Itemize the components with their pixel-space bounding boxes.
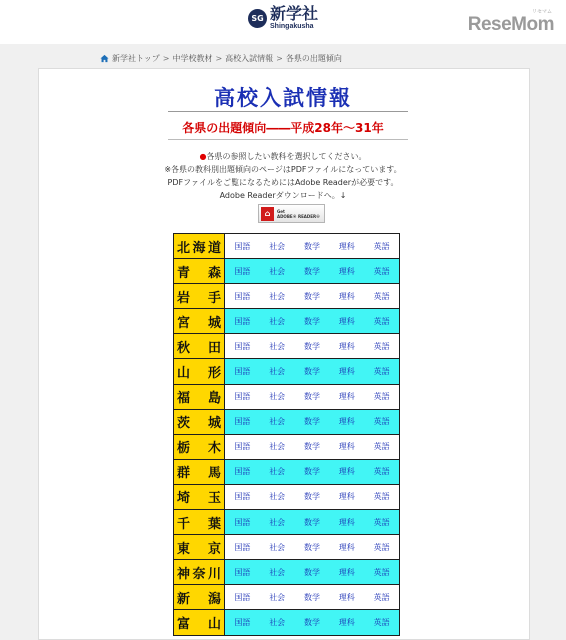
prefecture-name-cell <box>174 309 225 334</box>
prefecture-name-cell <box>174 560 225 585</box>
subject-links-cell <box>225 384 400 409</box>
subject-link[interactable]: 理科 <box>338 291 355 301</box>
subject-links-cell <box>225 610 400 635</box>
subject-link[interactable]: 理科 <box>338 316 355 326</box>
subject-link[interactable]: 国語 <box>234 367 251 377</box>
subject-link[interactable]: 数学 <box>303 517 320 527</box>
subject-link[interactable]: 国語 <box>234 392 251 402</box>
prefecture-name-cell <box>174 284 225 309</box>
subject-link[interactable]: 国語 <box>234 517 251 527</box>
subject-links-cell <box>225 585 400 610</box>
prefecture-row <box>174 359 400 384</box>
subject-link[interactable]: 数学 <box>303 592 320 602</box>
subject-link[interactable]: 英語 <box>373 467 390 477</box>
subject-link[interactable]: 理科 <box>338 567 355 577</box>
subject-link[interactable]: 数学 <box>303 266 320 276</box>
subject-links-cell <box>225 334 400 359</box>
subject-link[interactable]: 社会 <box>269 617 286 627</box>
subtitle-divider <box>168 139 408 140</box>
subject-link[interactable]: 数学 <box>303 442 320 452</box>
subject-link[interactable]: 理科 <box>338 592 355 602</box>
subject-link[interactable]: 国語 <box>234 417 251 427</box>
prefecture-name: 秋田 <box>177 340 221 356</box>
subject-link[interactable]: 理科 <box>338 442 355 452</box>
prefecture-name: 神奈川 <box>177 566 221 582</box>
subject-link[interactable]: 国語 <box>234 492 251 502</box>
subject-link[interactable]: 英語 <box>373 241 390 251</box>
subject-link[interactable]: 英語 <box>373 442 390 452</box>
subject-link[interactable]: 英語 <box>373 517 390 527</box>
subject-link[interactable]: 社会 <box>269 291 286 301</box>
subject-link[interactable]: 理科 <box>338 492 355 502</box>
prefecture-row <box>174 535 400 560</box>
instruction-line-3: PDFファイルをご覧になるためにはAdobe Readerが必要です。 <box>167 178 399 187</box>
prefecture-name-cell <box>174 585 225 610</box>
subject-links-cell <box>225 535 400 560</box>
prefecture-row <box>174 484 400 509</box>
subject-link[interactable]: 数学 <box>303 467 320 477</box>
prefecture-name: 埼玉 <box>177 491 221 507</box>
instruction-line-4: Adobe Readerダウンロードへ。↓ <box>219 191 347 200</box>
breadcrumb <box>100 53 342 64</box>
subject-link[interactable]: 国語 <box>234 266 251 276</box>
subject-link[interactable]: 理科 <box>338 341 355 351</box>
prefecture-name: 福島 <box>177 391 221 407</box>
subject-link[interactable]: 理科 <box>338 467 355 477</box>
prefecture-name: 栃木 <box>177 441 221 457</box>
prefecture-name: 北海道 <box>177 240 221 256</box>
prefecture-name: 宮城 <box>177 315 221 331</box>
breadcrumb-current: 各県の出題傾向 <box>285 54 342 63</box>
prefecture-row <box>174 585 400 610</box>
subject-link[interactable]: 英語 <box>373 542 390 552</box>
prefecture-row <box>174 384 400 409</box>
prefecture-name-cell <box>174 459 225 484</box>
adobe-pdf-icon: ⌂ <box>261 207 274 221</box>
subject-link[interactable]: 社会 <box>269 367 286 377</box>
breadcrumb-exam-info[interactable]: 高校入試情報 <box>225 54 274 63</box>
subject-link[interactable]: 社会 <box>269 467 286 477</box>
top-header <box>0 0 566 44</box>
prefecture-name-cell <box>174 334 225 359</box>
subject-link[interactable]: 社会 <box>269 316 286 326</box>
subject-link[interactable]: 数学 <box>303 492 320 502</box>
subject-link[interactable]: 社会 <box>269 241 286 251</box>
logo-japanese: 新学社 <box>270 4 319 23</box>
subject-link[interactable]: 理科 <box>338 542 355 552</box>
subject-link[interactable]: 国語 <box>234 567 251 577</box>
subject-link[interactable]: 理科 <box>338 241 355 251</box>
prefecture-name: 山形 <box>177 366 221 382</box>
subject-links-cell <box>225 359 400 384</box>
prefecture-row <box>174 560 400 585</box>
breadcrumb-separator: > <box>276 54 283 63</box>
subject-link[interactable]: 理科 <box>338 517 355 527</box>
subject-link[interactable]: 数学 <box>303 567 320 577</box>
subject-link[interactable]: 社会 <box>269 567 286 577</box>
subject-link[interactable]: 理科 <box>338 266 355 276</box>
prefecture-name-cell <box>174 409 225 434</box>
subject-link[interactable]: 社会 <box>269 266 286 276</box>
prefecture-row <box>174 234 400 259</box>
subject-link[interactable]: 英語 <box>373 392 390 402</box>
subject-link[interactable]: 社会 <box>269 492 286 502</box>
prefecture-name-cell <box>174 434 225 459</box>
prefecture-row <box>174 259 400 284</box>
prefecture-row <box>174 459 400 484</box>
prefecture-name-cell <box>174 535 225 560</box>
adobe-get-label: Get <box>277 208 285 214</box>
subject-link[interactable]: 英語 <box>373 617 390 627</box>
prefecture-name-cell <box>174 610 225 635</box>
subject-link[interactable]: 英語 <box>373 567 390 577</box>
subject-link[interactable]: 国語 <box>234 341 251 351</box>
subject-link[interactable]: 理科 <box>338 392 355 402</box>
prefecture-row <box>174 334 400 359</box>
subject-link[interactable]: 国語 <box>234 617 251 627</box>
prefecture-name: 群馬 <box>177 466 221 482</box>
prefecture-name-cell <box>174 259 225 284</box>
page-title: 高校入試情報 <box>214 85 352 110</box>
subject-links-cell <box>225 510 400 535</box>
prefecture-row <box>174 284 400 309</box>
subject-links-cell <box>225 484 400 509</box>
subject-links-cell <box>225 560 400 585</box>
adobe-reader-label: ADOBE® READER® <box>277 213 321 219</box>
subject-link[interactable]: 数学 <box>303 542 320 552</box>
subject-links-cell <box>225 309 400 334</box>
subject-link[interactable]: 理科 <box>338 417 355 427</box>
subject-link[interactable]: 数学 <box>303 241 320 251</box>
subject-link[interactable]: 国語 <box>234 467 251 477</box>
subject-links-cell <box>225 284 400 309</box>
subject-link[interactable]: 数学 <box>303 617 320 627</box>
red-bullet-icon: ● <box>199 152 207 161</box>
prefecture-row <box>174 510 400 535</box>
subject-links-cell <box>225 434 400 459</box>
subject-link[interactable]: 社会 <box>269 517 286 527</box>
prefecture-row <box>174 409 400 434</box>
resemom-ruby: リセマム <box>532 9 552 15</box>
breadcrumb-separator: > <box>215 54 223 63</box>
prefecture-row <box>174 610 400 635</box>
subject-links-cell <box>225 259 400 284</box>
prefecture-row <box>174 434 400 459</box>
subject-link[interactable]: 社会 <box>269 442 286 452</box>
instruction-line-1: 各県の参照したい教科を選択してください。 <box>206 152 367 161</box>
breadcrumb-top[interactable]: 新学社トップ <box>112 54 160 63</box>
prefecture-row <box>174 309 400 334</box>
prefecture-name-cell <box>174 384 225 409</box>
subject-link[interactable]: 社会 <box>269 341 286 351</box>
instructions <box>0 150 566 202</box>
instruction-line-2: ※各県の教科別出題傾向のページはPDFファイルになっています。 <box>164 165 402 174</box>
subject-link[interactable]: 社会 <box>269 417 286 427</box>
subject-link[interactable]: 英語 <box>373 291 390 301</box>
prefecture-name: 青森 <box>177 265 221 281</box>
breadcrumb-separator: > <box>162 54 170 63</box>
adobe-reader-button[interactable] <box>258 204 325 223</box>
subject-link[interactable]: 数学 <box>303 316 320 326</box>
subject-link[interactable]: 数学 <box>303 291 320 301</box>
subject-link[interactable]: 社会 <box>269 392 286 402</box>
prefecture-name: 岩手 <box>177 290 221 306</box>
subject-link[interactable]: 国語 <box>234 442 251 452</box>
subject-link[interactable]: 社会 <box>269 542 286 552</box>
subject-link[interactable]: 国語 <box>234 316 251 326</box>
logo-mark-icon: SG <box>248 9 267 28</box>
subject-link[interactable]: 理科 <box>338 617 355 627</box>
title-divider <box>168 111 408 112</box>
subject-link[interactable]: 英語 <box>373 592 390 602</box>
subject-link[interactable]: 国語 <box>234 241 251 251</box>
subject-link[interactable]: 英語 <box>373 266 390 276</box>
subject-link[interactable]: 英語 <box>373 492 390 502</box>
subject-link[interactable]: 数学 <box>303 367 320 377</box>
prefecture-name-cell <box>174 359 225 384</box>
subject-link[interactable]: 国語 <box>234 291 251 301</box>
subject-links-cell <box>225 234 400 259</box>
resemom-logo: ReseMom <box>467 14 554 35</box>
subject-link[interactable]: 数学 <box>303 341 320 351</box>
subject-link[interactable]: 英語 <box>373 316 390 326</box>
prefecture-name: 千葉 <box>177 516 221 532</box>
subject-links-cell <box>225 459 400 484</box>
subject-link[interactable]: 英語 <box>373 367 390 377</box>
logo-english: Shingakusha <box>270 23 314 30</box>
subject-links-cell <box>225 409 400 434</box>
subject-link[interactable]: 社会 <box>269 592 286 602</box>
prefecture-name: 茨城 <box>177 416 221 432</box>
prefecture-name-cell <box>174 510 225 535</box>
subject-link[interactable]: 理科 <box>338 367 355 377</box>
subject-link[interactable]: 数学 <box>303 417 320 427</box>
subject-link[interactable]: 英語 <box>373 417 390 427</box>
prefecture-table <box>173 233 400 636</box>
prefecture-name-cell <box>174 484 225 509</box>
subject-link[interactable]: 国語 <box>234 592 251 602</box>
home-icon <box>100 54 109 63</box>
prefecture-name: 富山 <box>177 616 221 632</box>
breadcrumb-junior-high[interactable]: 中学校教材 <box>172 54 213 63</box>
prefecture-name: 新潟 <box>177 591 221 607</box>
subject-link[interactable]: 英語 <box>373 341 390 351</box>
subject-link[interactable]: 国語 <box>234 542 251 552</box>
prefecture-name: 東京 <box>177 541 221 557</box>
subject-link[interactable]: 数学 <box>303 392 320 402</box>
page-subtitle: 各県の出題傾向――平成28年～31年 <box>182 121 384 135</box>
shingakusha-logo[interactable] <box>248 6 318 30</box>
prefecture-name-cell <box>174 234 225 259</box>
